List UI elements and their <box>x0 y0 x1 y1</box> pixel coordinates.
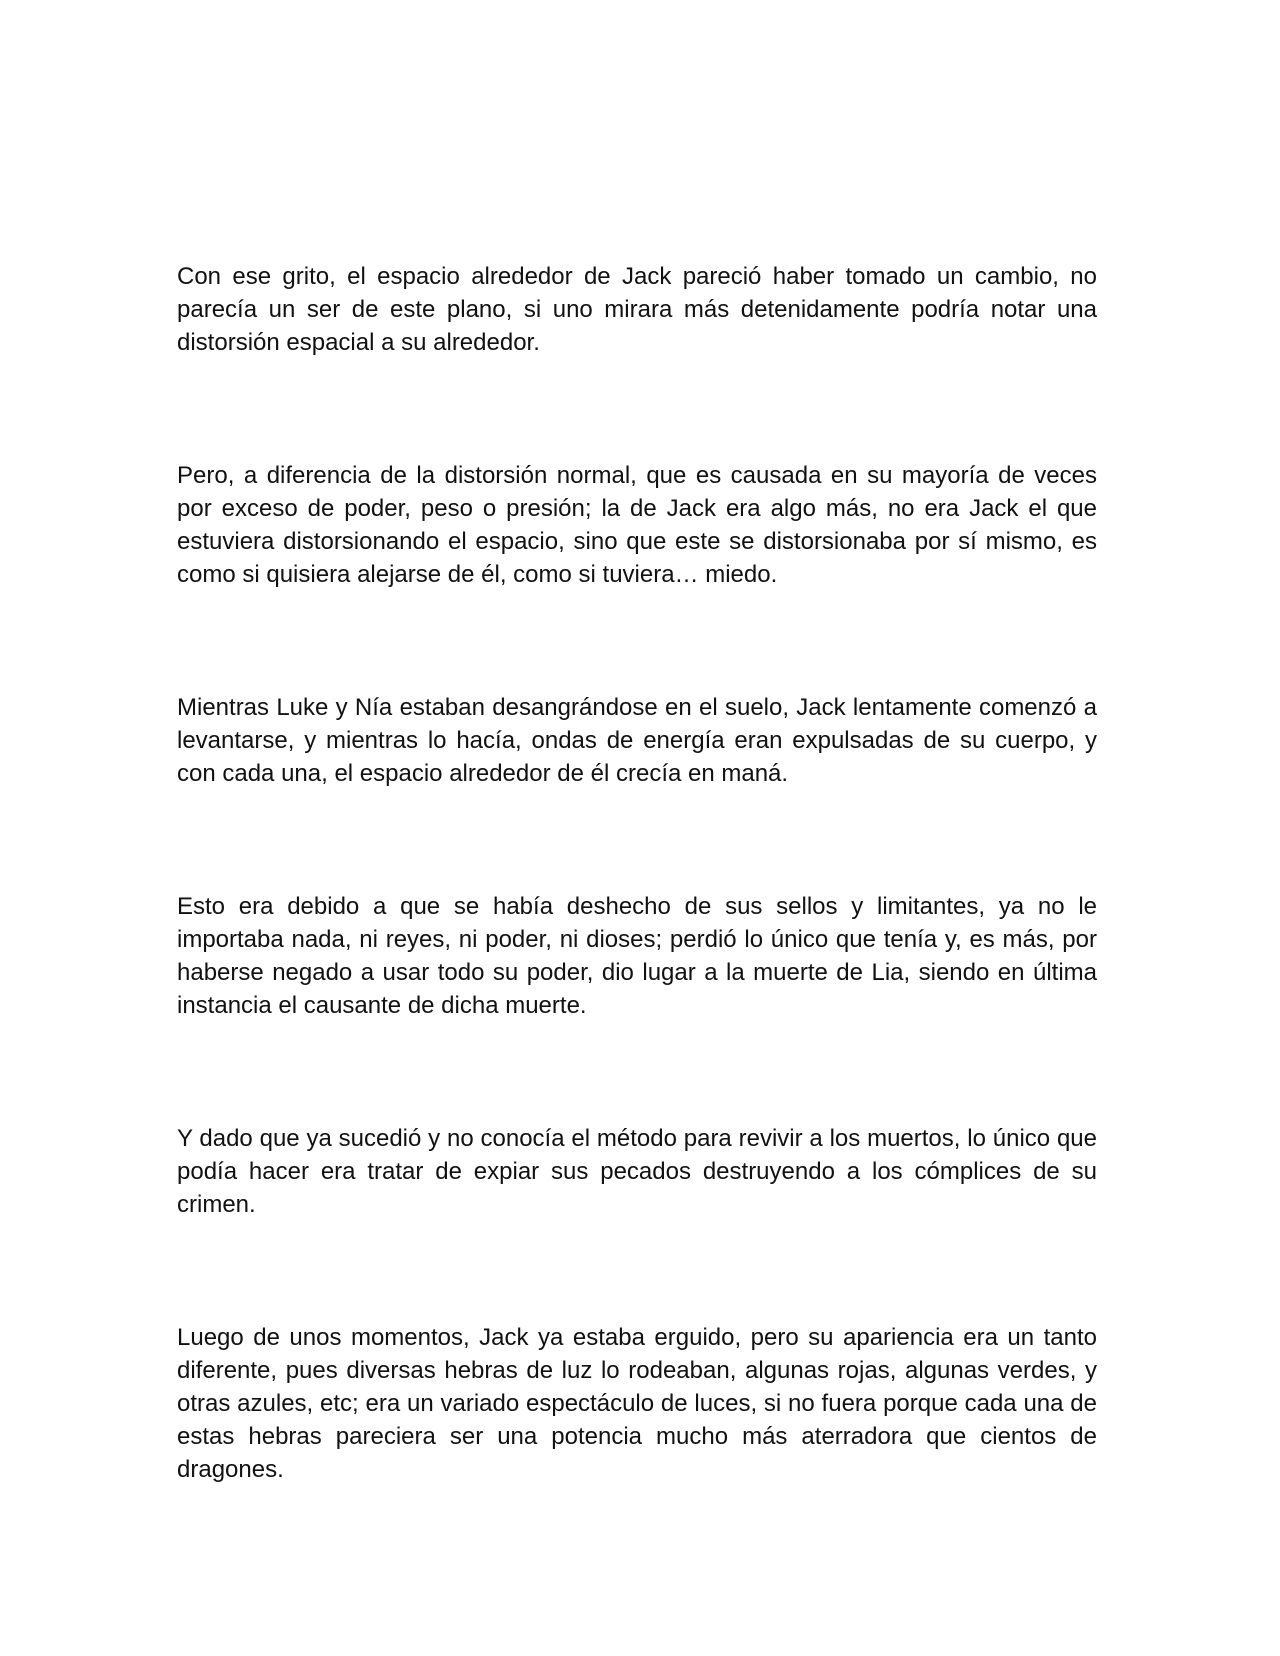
paragraph-3: Mientras Luke y Nía estaban desangrándose en el suelo, Jack lentamente comenzó a levantarse, y mientras lo hacía, ondas de energía eran expulsadas de su cuerpo, y con cada una, el espacio alrededor de él crecía en maná. <box>177 694 1097 787</box>
paragraph-6: Luego de unos momentos, Jack ya estaba erguido, pero su apariencia era un tanto diferente, pues diversas hebras de luz lo rodeaban, algunas rojas, algunas verdes, y otras azules, etc; era un variado espectáculo de luces, si no fuera porque cada una de estas hebras pareciera ser una potencia mucho más aterradora que cientos de dragones. <box>177 1324 1097 1483</box>
paragraph-5: Y dado que ya sucedió y no conocía el método para revivir a los muertos, lo único que podía hacer era tratar de expiar sus pecados destruyendo a los cómplices de su crimen. <box>177 1125 1097 1218</box>
paragraph-4: Esto era debido a que se había deshecho de sus sellos y limitantes, ya no le importaba nada, ni reyes, ni poder, ni dioses; perdió lo único que tenía y, es más, por haberse negado a usar todo su poder, dio lugar a la muerte de Lia, siendo en última instancia el causante de dicha muerte. <box>177 893 1097 1019</box>
paragraph-1: Con ese grito, el espacio alrededor de Jack pareció haber tomado un cambio, no parecía un ser de este plano, si uno mirara más detenidamente podría notar una distorsión espacial a su alrededor. <box>177 263 1097 356</box>
document-body <box>177 260 1097 1486</box>
paragraph-2: Pero, a diferencia de la distorsión normal, que es causada en su mayoría de veces por exceso de poder, peso o presión; la de Jack era algo más, no era Jack el que estuviera distorsionando el espacio, sino que este se distorsionaba por sí mismo, es como si quisiera alejarse de él, como si tuviera… miedo. <box>177 462 1097 588</box>
